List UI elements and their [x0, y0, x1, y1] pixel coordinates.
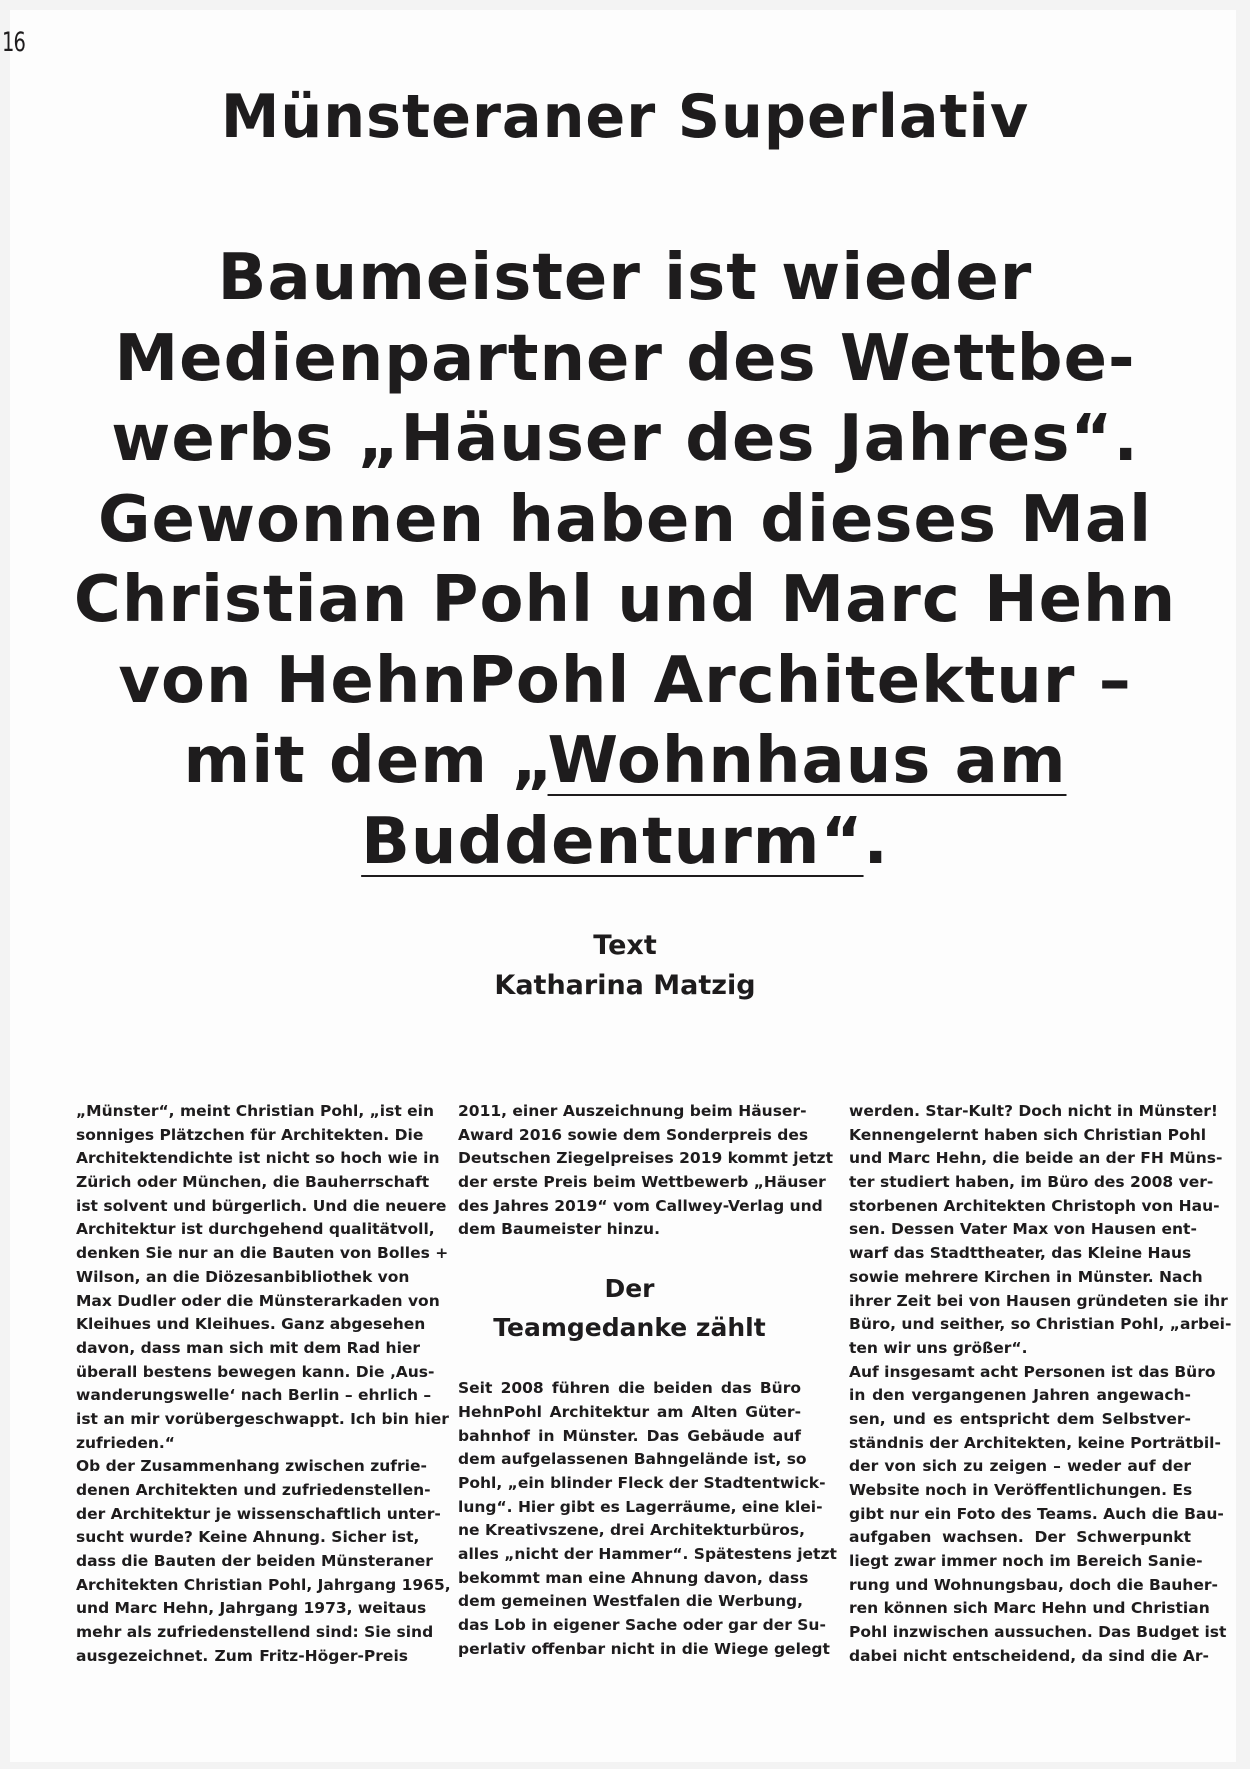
text-line: Pohl inzwischen aussuchen. Das Budget ist [849, 1623, 1227, 1642]
text-line: „Münster“, meint Christian Pohl, „ist ein [76, 1102, 434, 1120]
text-line: Deutschen Ziegelpreises 2019 kommt jetzt [458, 1149, 833, 1168]
headline-suffix: . [863, 804, 889, 879]
headline-line: Baumeister ist wieder [217, 241, 1033, 315]
text-line: der erste Preis beim Wettbewerb „Häuser [458, 1173, 826, 1192]
text-line: liegt zwar immer noch im Bereich Sanie- [849, 1552, 1203, 1571]
text-line: Ob der Zusammenhang zwischen zufrie- [76, 1457, 427, 1476]
text-line: Award 2016 sowie dem Sonderpreis des [458, 1125, 809, 1144]
text-line: denken Sie nur an die Bauten von Bolles + [76, 1244, 449, 1263]
text-line: ausgezeichnet. Zum Fritz-Höger-Preis [76, 1646, 408, 1665]
text-line: sen. Dessen Vater Max von Hausen ent- [849, 1220, 1197, 1239]
text-line: ist an mir vorübergeschwappt. Ich bin hier [76, 1409, 449, 1428]
text-line: und Marc Hehn, Jahrgang 1973, weitaus [76, 1599, 427, 1618]
text-line: dem Baumeister hinzu. [458, 1220, 660, 1239]
text-line: davon, dass man sich mit dem Rad hier [76, 1338, 421, 1357]
headline-line [0, 721, 1250, 802]
text-line: Auf insgesamt acht Personen ist das Büro [849, 1362, 1216, 1381]
text-line: aufgaben wachsen. Der Schwerpunkt [849, 1528, 1191, 1547]
text-line: ständnis der Architekten, keine Porträtbil- [849, 1433, 1221, 1452]
article-title: Münsteraner Superlativ [220, 82, 1030, 152]
text-line: Wilson, an die Diözesanbibliothek von [76, 1267, 410, 1286]
text-line: perlativ offenbar nicht in die Wiege gelegt [458, 1639, 830, 1658]
text-line: das Lob in eigener Sache oder gar der Su- [458, 1616, 826, 1634]
text-line: storbenen Architekten Christoph von Hau- [849, 1196, 1220, 1215]
text-line: mehr als zufriedenstellend sind: Sie sind [76, 1623, 434, 1642]
subheading-line: Teamgedanke zählt [493, 1313, 766, 1343]
project-name-underlined: Wohnhaus am [547, 724, 1067, 798]
text-line: Kleihues und Kleihues. Ganz abgesehen [76, 1315, 426, 1334]
text-line: sonniges Plätzchen für Architekten. Die [76, 1125, 424, 1144]
text-line: der Architektur je wissenschaftlich unter- [76, 1504, 441, 1523]
byline-label: Text [593, 930, 657, 961]
text-line: sen, und es entspricht dem Selbstver- [849, 1409, 1191, 1428]
text-line: Zürich oder München, die Bauherrschaft [76, 1173, 430, 1192]
text-line: Website noch in Veröffentlichungen. Es [849, 1481, 1193, 1499]
headline-line: von HehnPohl Architektur – [118, 643, 1132, 718]
text-line: ne Kreativszene, drei Architekturbüros, [458, 1521, 805, 1540]
text-line: rung und Wohnungsbau, doch die Bauher- [849, 1575, 1218, 1594]
text-line: des Jahres 2019“ vom Callwey-Verlag und [458, 1196, 823, 1215]
text-line: ihrer Zeit bei von Hausen gründeten sie ihr [849, 1291, 1228, 1310]
body-column-2 [458, 1100, 837, 1661]
text-line: ten wir uns größer“. [849, 1338, 1028, 1357]
text-line: dabei nicht entscheidend, da sind die Ar- [849, 1646, 1209, 1665]
text-line: warf das Stadttheater, das Kleine Haus [849, 1244, 1192, 1263]
text-line: und Marc Hehn, die beide an der FH Müns- [849, 1149, 1223, 1168]
column-2-intro [458, 1100, 833, 1242]
headline [0, 238, 1250, 882]
text-line: ren können sich Marc Hehn und Christian [849, 1599, 1210, 1618]
project-name-underlined: Buddenturm“ [361, 804, 864, 879]
text-line: dem gemeinen Westfalen die Werbung, [458, 1592, 804, 1611]
headline-line [0, 802, 1250, 883]
text-line: 2011, einer Auszeichnung beim Häuser- [458, 1102, 807, 1120]
column-2-body [458, 1377, 837, 1661]
body-column-3 [849, 1100, 1232, 1669]
text-line: lung“. Hier gibt es Lagerräume, eine klei- [458, 1497, 823, 1516]
text-line: dem aufgelassenen Bahngelände ist, so [458, 1450, 807, 1469]
headline-prefix: mit dem „ [183, 724, 548, 798]
text-line: sowie mehrere Kirchen in Münster. Nach [849, 1267, 1203, 1286]
subheading-line: Der [604, 1274, 655, 1304]
text-line: werden. Star-Kult? Doch nicht in Münster! [849, 1102, 1219, 1120]
text-line: gibt nur ein Foto des Teams. Auch die Bau- [849, 1504, 1224, 1523]
text-line: Architektur ist durchgehend qualitätvoll, [76, 1220, 435, 1239]
text-line: in den vergangenen Jahren angewach- [849, 1386, 1191, 1405]
text-line: dass die Bauten der beiden Münsteraner [76, 1552, 433, 1571]
text-line: Büro, und seither, so Christian Pohl, „arbei- [849, 1315, 1232, 1334]
body-column-1 [76, 1100, 451, 1669]
text-line: zufrieden.“ [76, 1433, 175, 1452]
text-line: Kennengelernt haben sich Christian Pohl [849, 1125, 1207, 1144]
text-line: Architektendichte ist nicht so hoch wie in [76, 1149, 440, 1168]
text-line: wanderungswelle‘ nach Berlin – ehrlich – [76, 1386, 432, 1405]
text-line: ter studiert haben, im Büro des 2008 ver- [849, 1173, 1214, 1192]
headline-line: Medienpartner des Wettbe- [114, 321, 1136, 396]
headline-line: Christian Pohl und Marc Hehn [73, 563, 1177, 637]
text-line: bekommt man eine Ahnung davon, dass [458, 1568, 809, 1587]
text-line: alles „nicht der Hammer“. Spätestens jetzt [458, 1544, 837, 1563]
page-number: 16 [2, 27, 26, 58]
byline-author: Katharina Matzig [494, 970, 756, 1001]
text-line: HehnPohl Architektur am Alten Güter- [458, 1402, 801, 1421]
headline-line: Gewonnen haben dieses Mal [97, 482, 1153, 557]
headline-line: werbs „Häuser des Jahres“. [111, 402, 1139, 476]
text-line: Architekten Christian Pohl, Jahrgang 1965, [76, 1575, 451, 1594]
text-line: überall bestens bewegen kann. Die ‚Aus- [76, 1362, 435, 1381]
text-line: denen Architekten und zufriedenstellen- [76, 1481, 431, 1499]
text-line: Max Dudler oder die Münsterarkaden von [76, 1291, 440, 1310]
text-line: Seit 2008 führen die beiden das Büro [458, 1379, 801, 1398]
text-line: der von sich zu zeigen – weder auf der [849, 1457, 1191, 1476]
text-line: sucht wurde? Keine Ahnung. Sicher ist, [76, 1528, 420, 1547]
text-line: Pohl, „ein blinder Fleck der Stadtentwick- [458, 1473, 826, 1492]
text-line: bahnhof in Münster. Das Gebäude auf [458, 1426, 801, 1445]
text-line: ist solvent und bürgerlich. Und die neuere [76, 1196, 447, 1215]
